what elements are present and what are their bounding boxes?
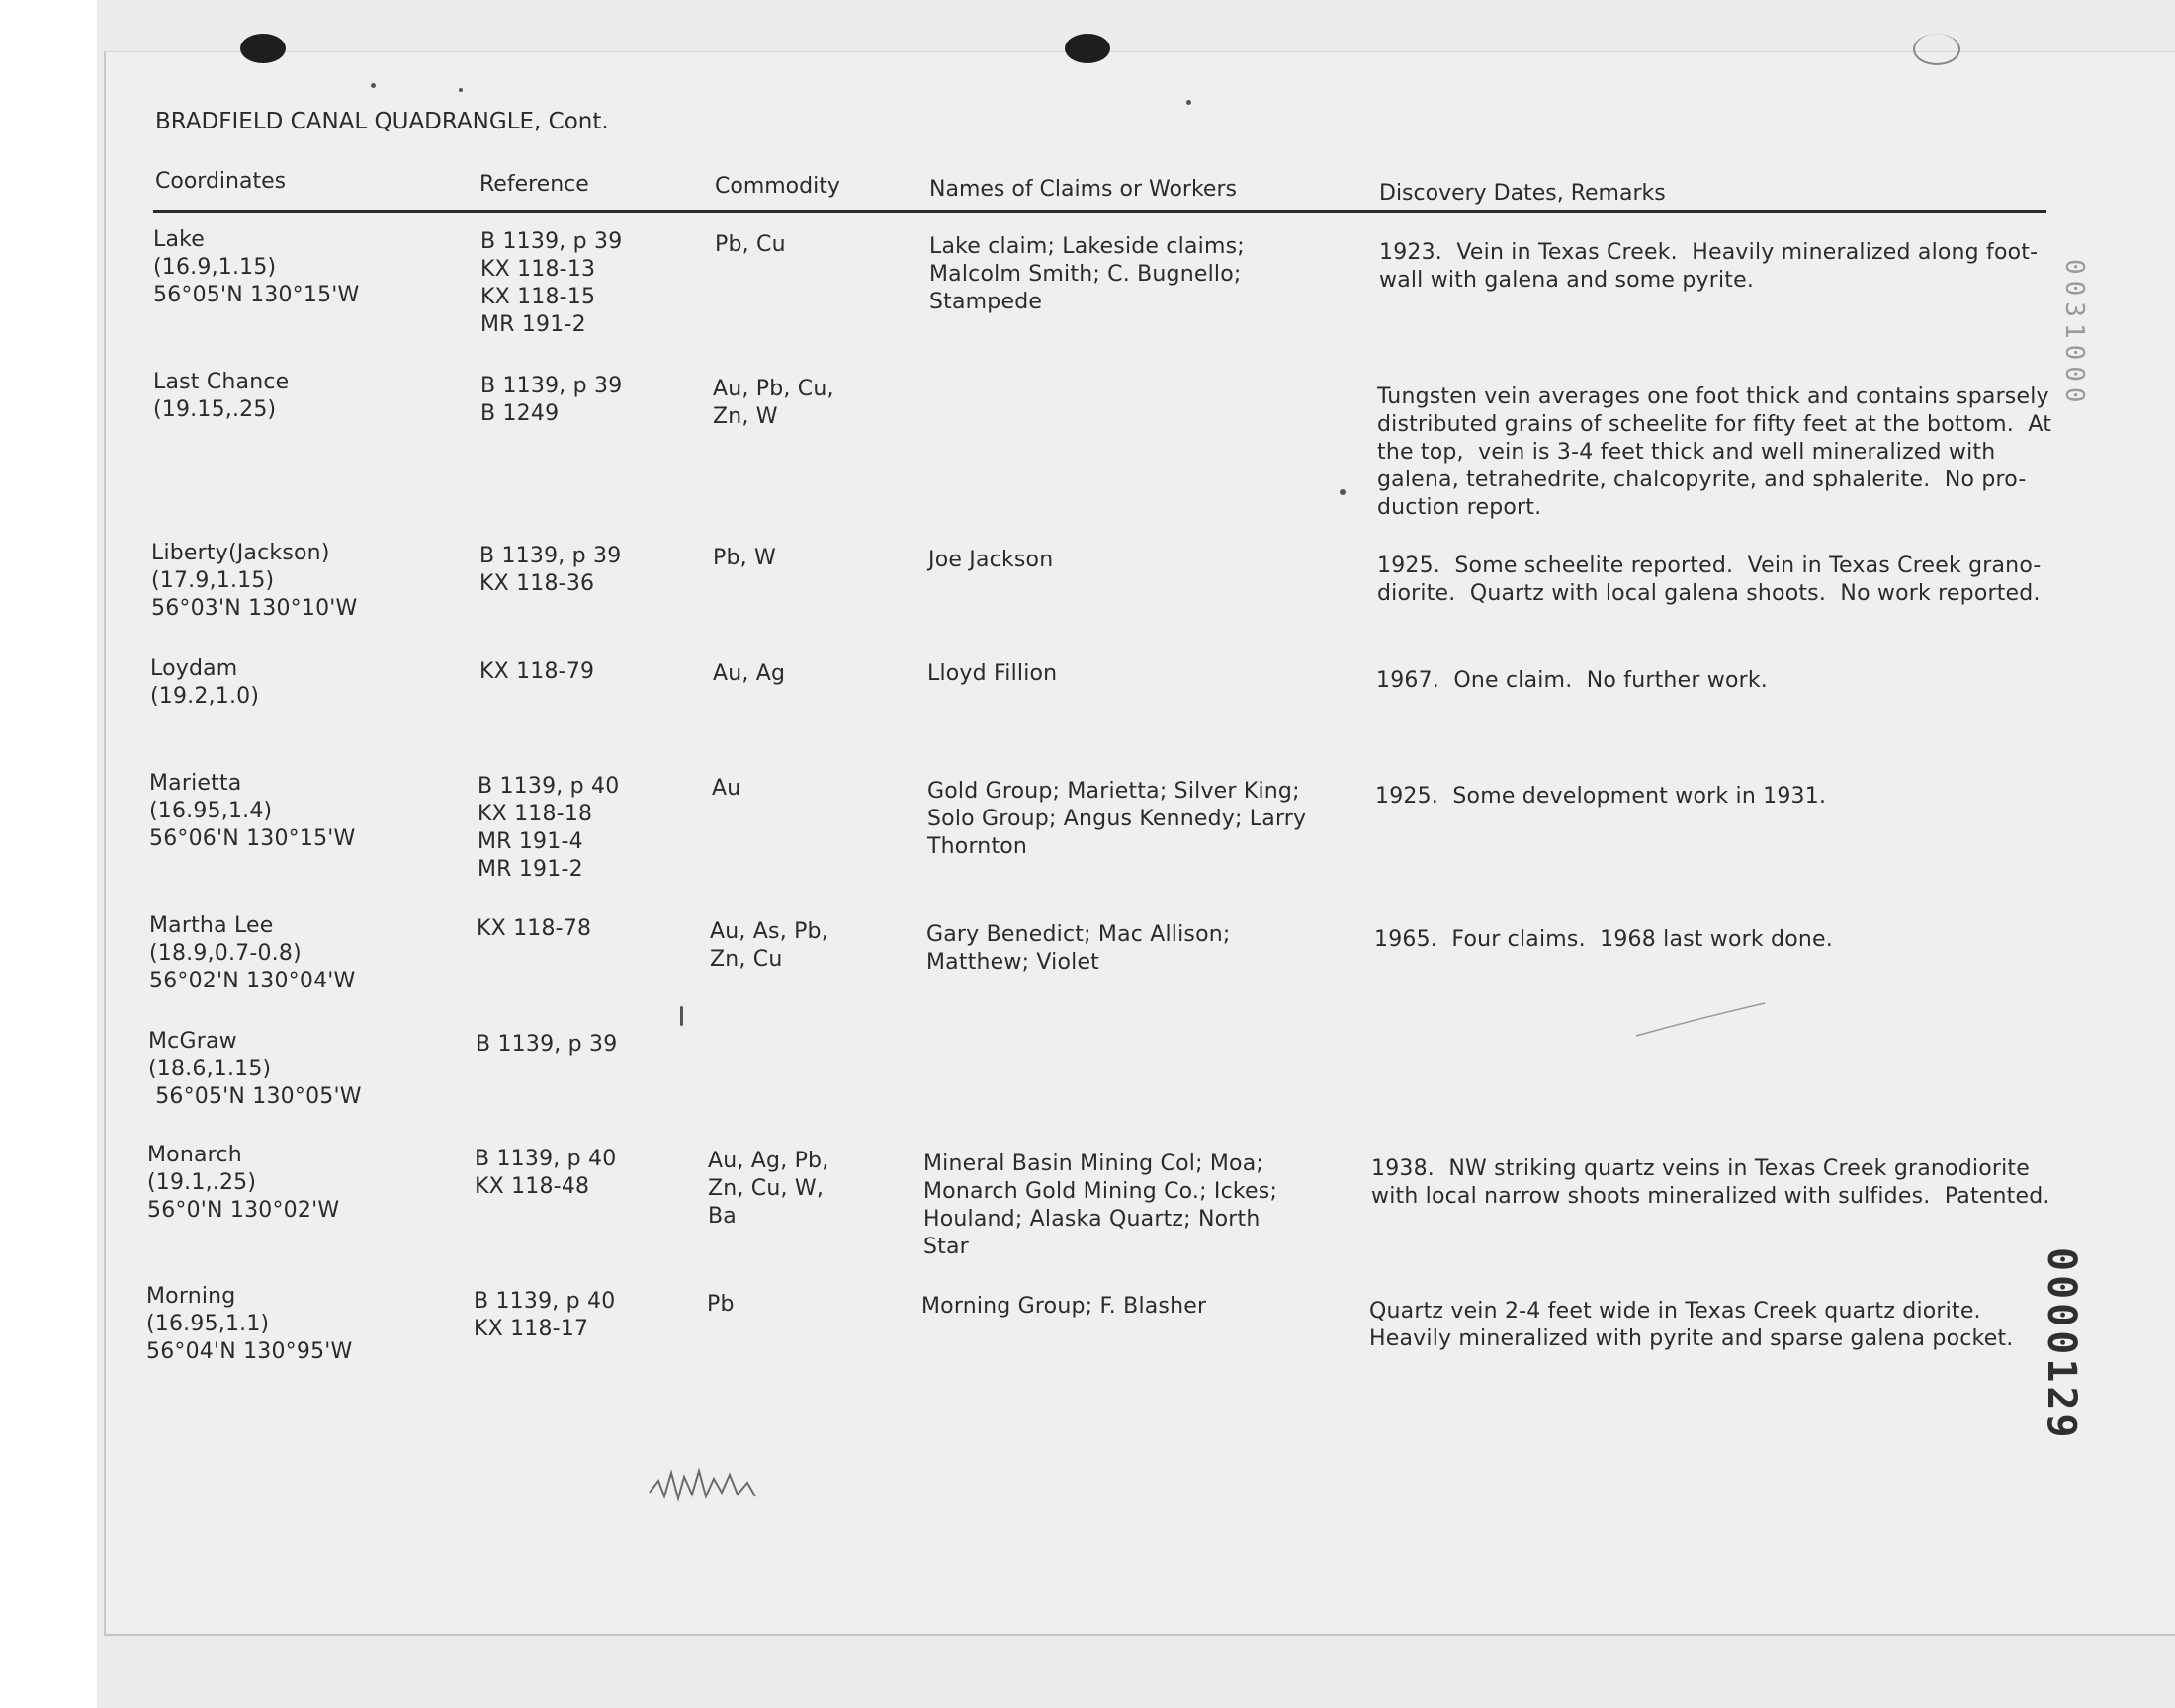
cell-reference-last-chance: B 1139, p 39 B 1249: [480, 374, 623, 426]
binder-hole-center: [1065, 34, 1110, 63]
cell-coordinates-last-chance: Last Chance (19.15,.25): [153, 370, 290, 422]
cell-reference-morning: B 1139, p 40 KX 118-17: [474, 1289, 616, 1341]
cell-reference-loydam: KX 118-79: [479, 659, 595, 684]
cell-names-marietta: Gold Group; Marietta; Silver King; Solo Group; Angus Kennedy; Larry Thornton: [927, 779, 1307, 859]
cell-remarks-morning: Quartz vein 2-4 feet wide in Texas Creek quartz diorite. Heavily mineralized with pyrite and sparse galena pocket.: [1369, 1299, 2014, 1351]
cell-commodity-marietta: Au: [712, 776, 741, 801]
cell-reference-marietta: B 1139, p 40 KX 118-18 MR 191-4 MR 191-2: [478, 774, 620, 882]
cell-names-martha-lee: Gary Benedict; Mac Allison; Matthew; Violet: [926, 922, 1231, 975]
cell-commodity-lake: Pb, Cu: [715, 232, 786, 257]
cell-reference-liberty: B 1139, p 39 KX 118-36: [479, 544, 622, 596]
binder-hole-right: [1913, 34, 1960, 65]
cell-remarks-liberty: 1925. Some scheelite reported. Vein in Texas Creek grano- diorite. Quartz with local galena shoots. No work reported.: [1377, 554, 2042, 606]
dust-speck: [371, 83, 376, 88]
cell-commodity-martha-lee: Au, As, Pb, Zn, Cu: [710, 919, 828, 972]
dust-speck: [459, 88, 463, 92]
cell-commodity-morning: Pb: [707, 1292, 735, 1317]
cell-reference-mcgraw: B 1139, p 39: [476, 1032, 618, 1057]
scribble-mark: [645, 1453, 763, 1512]
cell-reference-lake: B 1139, p 39 KX 118-13 KX 118-15 MR 191-2: [480, 229, 623, 337]
cell-names-liberty: Joe Jackson: [928, 548, 1054, 572]
dust-speck: [1340, 489, 1346, 495]
cell-reference-monarch: B 1139, p 40 KX 118-48: [475, 1147, 617, 1199]
cell-commodity-loydam: Au, Ag: [713, 661, 786, 686]
cell-remarks-loydam: 1967. One claim. No further work.: [1376, 668, 1768, 693]
cell-remarks-marietta: 1925. Some development work in 1931.: [1375, 784, 1827, 809]
cell-commodity-last-chance: Au, Pb, Cu, Zn, W: [713, 377, 834, 429]
cell-names-morning: Morning Group; F. Blasher: [921, 1294, 1207, 1319]
cell-names-loydam: Lloyd Fillion: [927, 661, 1058, 686]
header-commodity: Commodity: [715, 174, 840, 199]
cell-coordinates-morning: Morning (16.95,1.1) 56°04'N 130°95'W: [146, 1284, 353, 1364]
cell-names-monarch: Mineral Basin Mining Col; Moa; Monarch Gold Mining Co.; Ickes; Houland; Alaska Quartz; North Star: [923, 1152, 1278, 1259]
cell-coordinates-monarch: Monarch (19.1,.25) 56°0'N 130°02'W: [147, 1143, 340, 1223]
dust-speck: [1186, 100, 1191, 105]
cell-remarks-monarch: 1938. NW striking quartz veins in Texas Creek granodiorite with local narrow shoots mineralized with sulfides. Patented.: [1371, 1156, 2050, 1209]
header-remarks: Discovery Dates, Remarks: [1379, 181, 1666, 206]
cell-commodity-monarch: Au, Ag, Pb, Zn, Cu, W, Ba: [708, 1149, 829, 1229]
stamp-number: 0000129: [2039, 1247, 2084, 1442]
cell-coordinates-liberty: Liberty(Jackson) (17.9,1.15) 56°03'N 130°10'W: [151, 541, 358, 621]
header-reference: Reference: [479, 172, 589, 197]
cell-reference-martha-lee: KX 118-78: [477, 916, 592, 941]
cell-coordinates-lake: Lake (16.9,1.15) 56°05'N 130°15'W: [153, 227, 360, 307]
cell-coordinates-mcgraw: McGraw (18.6,1.15) 56°05'N 130°05'W: [148, 1029, 362, 1109]
page-title: BRADFIELD CANAL QUADRANGLE, Cont.: [155, 109, 609, 134]
header-coordinates: Coordinates: [155, 169, 287, 194]
dust-speck: [680, 1006, 683, 1026]
cell-coordinates-marietta: Marietta (16.95,1.4) 56°06'N 130°15'W: [149, 771, 356, 851]
header-rule: [153, 210, 2046, 213]
cell-coordinates-loydam: Loydam (19.2,1.0): [150, 656, 260, 709]
pencil-stroke: [1631, 998, 1770, 1038]
binder-hole-left: [240, 34, 286, 63]
cell-coordinates-martha-lee: Martha Lee (18.9,0.7-0.8) 56°02'N 130°04'W: [149, 913, 356, 993]
cell-remarks-martha-lee: 1965. Four claims. 1968 last work done.: [1374, 927, 1833, 952]
faint-stamp-number: 0031000: [2059, 259, 2089, 409]
cell-remarks-last-chance: Tungsten vein averages one foot thick and contains sparsely distributed grains of scheelite for fifty feet at the bottom. At the top, vein is 3-4 feet thick and well mineralized with galena, tetrahedrite, chalcopyrite, and sphalerite. No pro- duction report.: [1377, 384, 2052, 520]
header-names: Names of Claims or Workers: [929, 177, 1237, 202]
cell-names-lake: Lake claim; Lakeside claims; Malcolm Smith; C. Bugnello; Stampede: [929, 234, 1245, 314]
cell-remarks-lake: 1923. Vein in Texas Creek. Heavily mineralized along foot- wall with galena and some pyrite.: [1379, 240, 2039, 293]
cell-commodity-liberty: Pb, W: [713, 546, 776, 570]
